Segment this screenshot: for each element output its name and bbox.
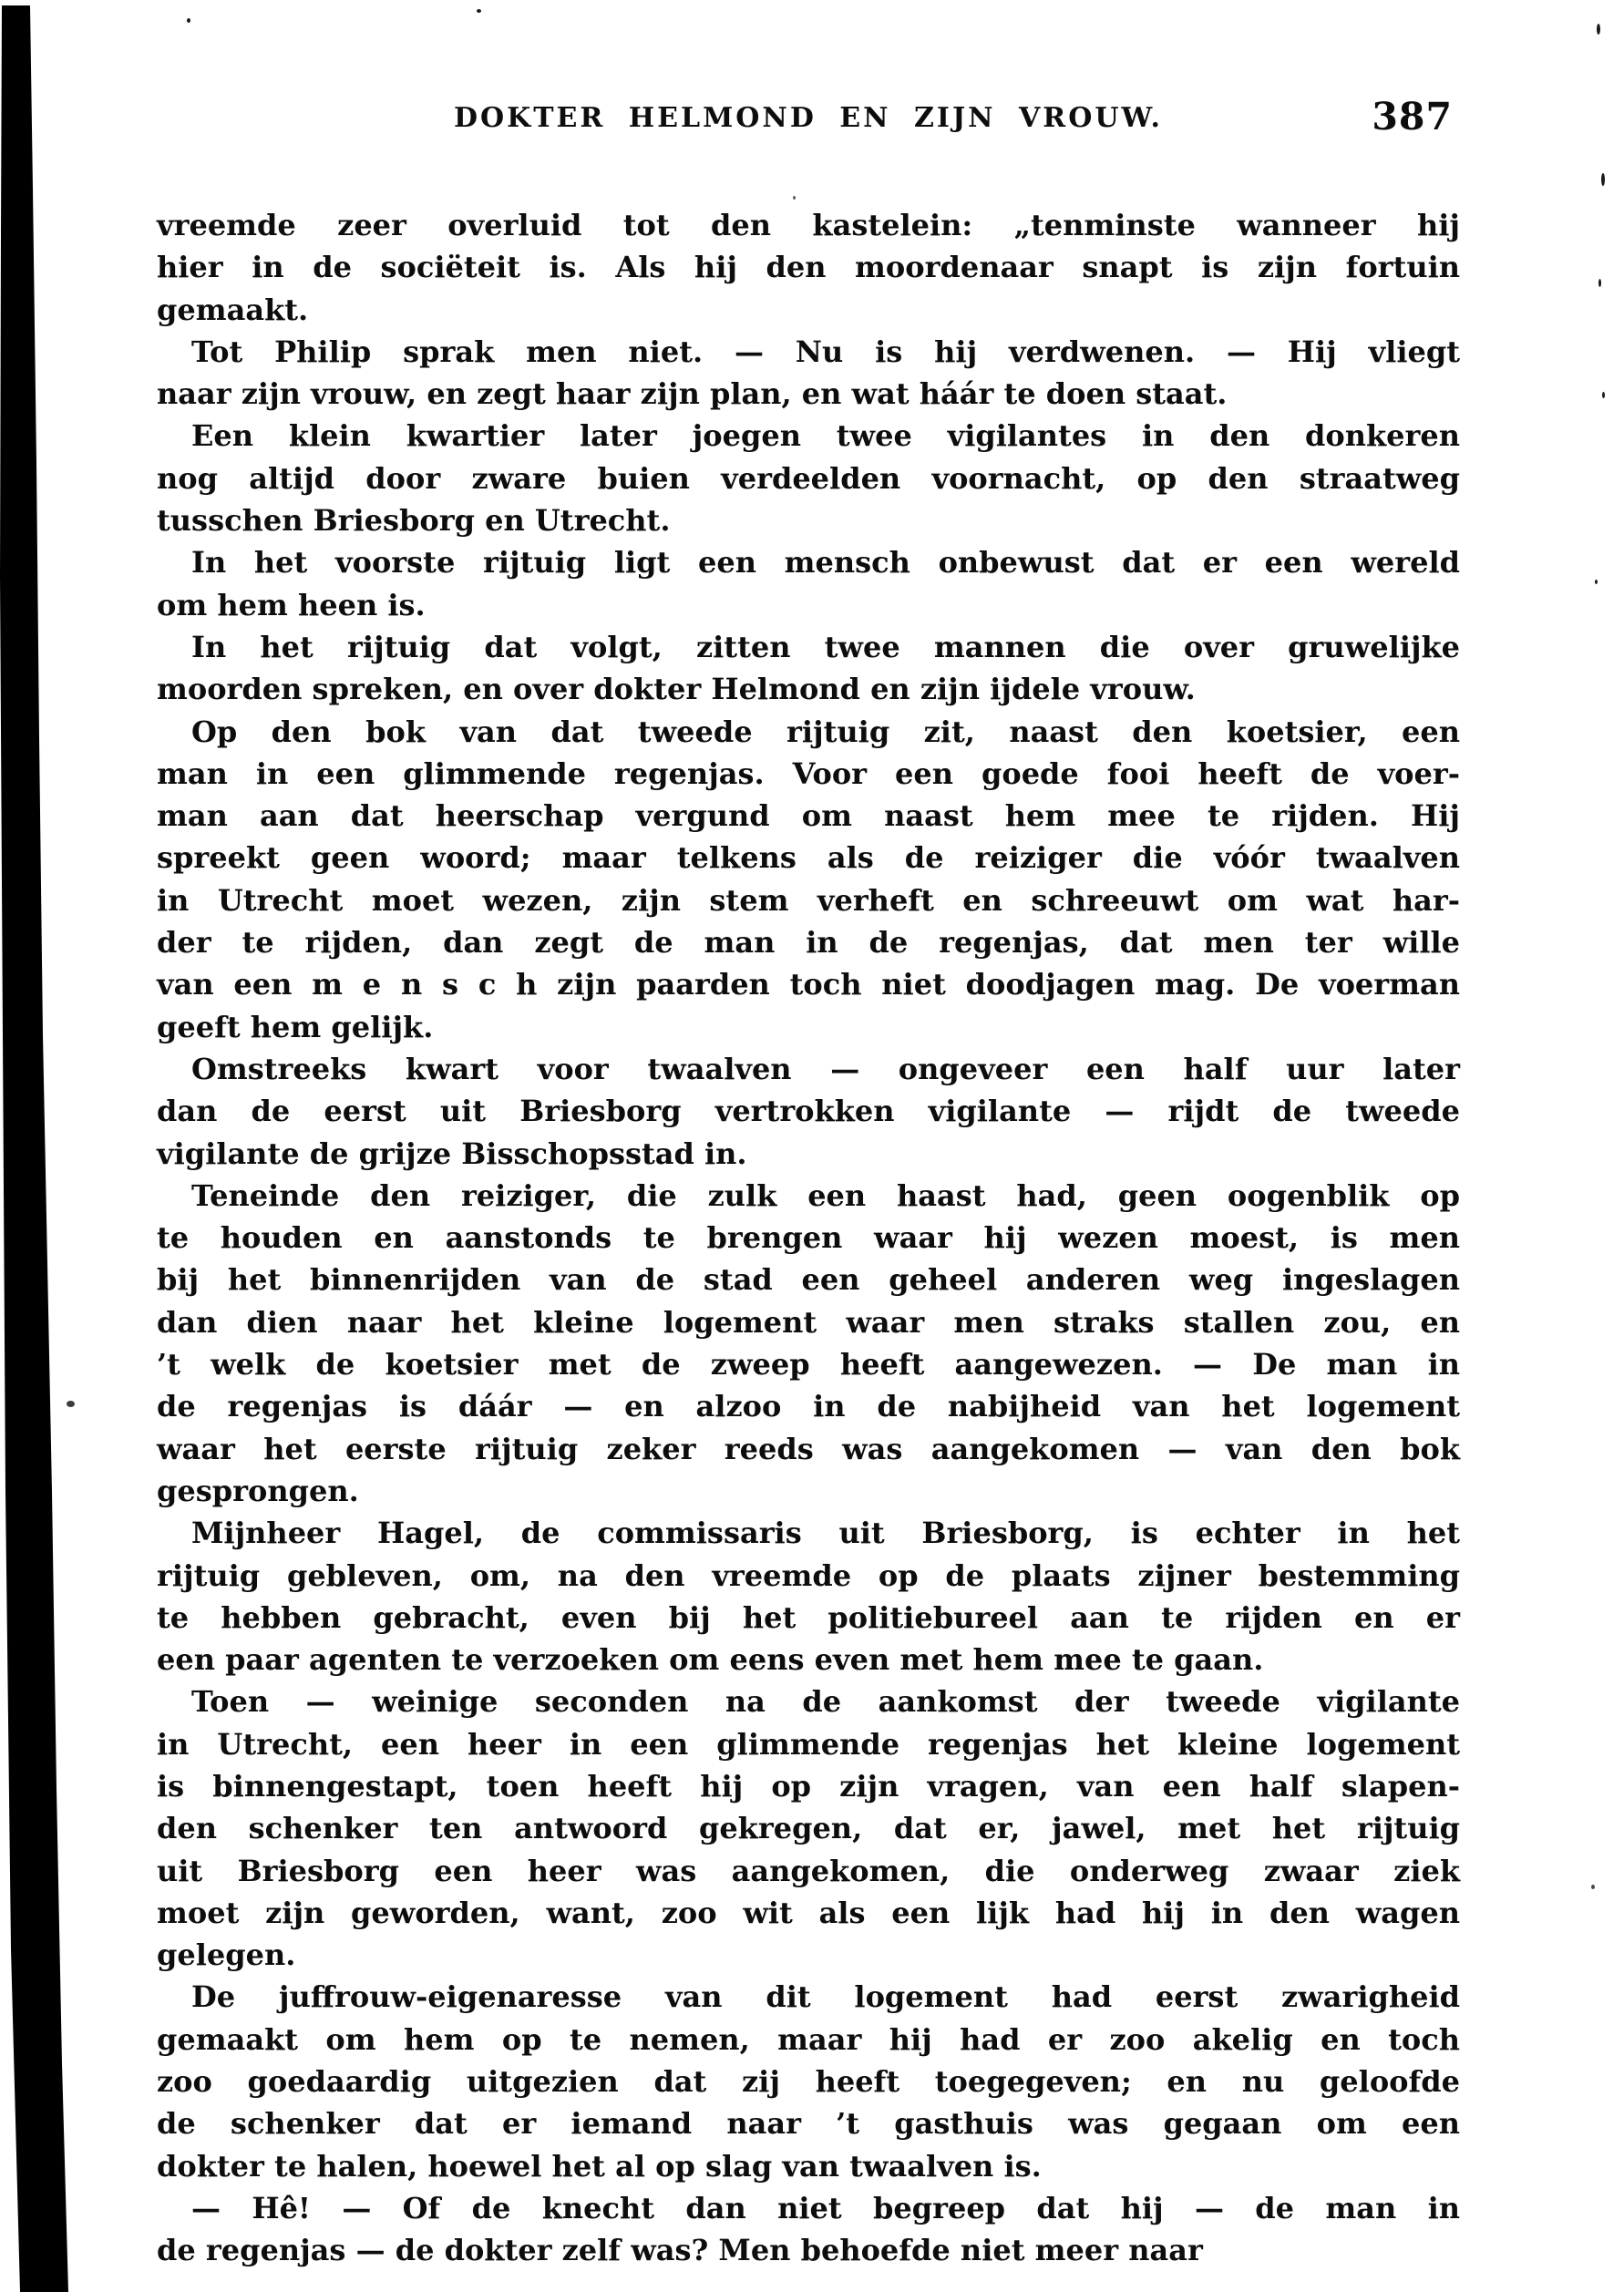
text-line: moorden spreken, en over dokter Helmond en zijn ijdele vrouw. bbox=[157, 672, 1196, 707]
text-line: bij het binnenrijden van de stad een geheel anderen weg ingeslagen bbox=[157, 1262, 1460, 1298]
text-line: om hem heen is. bbox=[157, 587, 426, 622]
text-line: Op den bok van dat tweede rijtuig zit, naast den koetsier, een bbox=[191, 714, 1460, 749]
text-line: de regenjas is dáár — en alzoo in de nabijheid van het logement bbox=[157, 1389, 1460, 1424]
text-line: In het rijtuig dat volgt, zitten twee mannen die over gruwelijke bbox=[191, 629, 1460, 664]
scan-speck bbox=[1602, 392, 1605, 398]
text-line: Mijnheer Hagel, de commissaris uit Briesborg, is echter in het bbox=[191, 1516, 1460, 1551]
text-line: man aan dat heerschap vergund om naast hem mee te rijden. Hij bbox=[157, 798, 1460, 834]
text-line: Tot Philip sprak men niet. — Nu is hij verdwenen. — Hij vliegt bbox=[191, 334, 1460, 369]
text-line: dokter te halen, hoewel het al op slag van twaalven is. bbox=[157, 2148, 1042, 2184]
text-line: dan de eerst uit Briesborg vertrokken vigilante — rijdt de tweede bbox=[157, 1094, 1460, 1129]
text-line: in Utrecht moet wezen, zijn stem verheft en schreeuwt om wat har- bbox=[157, 882, 1460, 918]
text-line: tusschen Briesborg en Utrecht. bbox=[157, 503, 671, 539]
text-line: hier in de sociëteit is. Als hij den moordenaar snapt is zijn fortuin bbox=[157, 250, 1460, 285]
text-line: rijtuig gebleven, om, na den vreemde op de plaats zijner bestemming bbox=[157, 1557, 1460, 1593]
text-line: ’t welk de koetsier met de zweep heeft aangewezen. — De man in bbox=[157, 1347, 1460, 1382]
text-line: te houden en aanstonds te brengen waar hij wezen moest, is men bbox=[157, 1220, 1460, 1256]
text-line: te hebben gebracht, even bij het politiebureel aan te rijden en er bbox=[157, 1599, 1460, 1635]
text-line: Een klein kwartier later joegen twee vigilantes in den donkeren bbox=[191, 418, 1460, 454]
binding-gutter-bar bbox=[0, 5, 75, 2292]
text-line: de schenker dat er iemand naar ’t gasthuis was gegaan om een bbox=[157, 2106, 1460, 2142]
running-title: DOKTER HELMOND EN ZIJN VROUW. bbox=[453, 102, 1163, 134]
text-line: waar het eerste rijtuig zeker reeds was aangekomen — van den bok bbox=[157, 1431, 1460, 1466]
text-line: dan dien naar het kleine logement waar men straks stallen zou, en bbox=[157, 1304, 1460, 1340]
text-line: In het voorste rijtuig ligt een mensch onbewust dat er een wereld bbox=[191, 545, 1460, 581]
scan-speck bbox=[67, 1401, 75, 1407]
text-line: — Hê! — Of de knecht dan niet begreep dat hij — de man in bbox=[191, 2190, 1460, 2225]
page-header bbox=[157, 95, 1460, 149]
scan-speck bbox=[1591, 1885, 1595, 1889]
text-line: den schenker ten antwoord gekregen, dat er, jawel, met het rijtuig bbox=[157, 1811, 1460, 1846]
text-line: gemaakt. bbox=[157, 292, 309, 327]
scan-speck bbox=[1598, 279, 1601, 287]
scan-speck bbox=[187, 18, 190, 23]
text-line: is binnengestapt, toen heeft hij op zijn vragen, van een half slapen- bbox=[157, 1768, 1460, 1804]
text-line: een paar agenten te verzoeken om eens even met hem mee te gaan. bbox=[157, 1642, 1264, 1678]
text-line: uit Briesborg een heer was aangekomen, die onderweg zwaar ziek bbox=[157, 1853, 1460, 1888]
scan-speck bbox=[1595, 580, 1598, 584]
text-line: gemaakt om hem op te nemen, maar hij had er zoo akelig en toch bbox=[157, 2021, 1460, 2057]
text-line: der te rijden, dan zegt de man in de regenjas, dat men ter wille bbox=[157, 925, 1460, 961]
text-line: zoo goedaardig uitgezien dat zij heeft toegegeven; en nu geloofde bbox=[157, 2064, 1460, 2100]
text-line: man in een glimmende regenjas. Voor een goede fooi heeft de voer- bbox=[157, 755, 1460, 791]
text-line: Toen — weinige seconden na de aankomst der tweede vigilante bbox=[191, 1684, 1460, 1720]
text-line: de regenjas — de dokter zelf was? Men behoefde niet meer naar bbox=[157, 2233, 1203, 2268]
text-line: moet zijn geworden, want, zoo wit als een lijk had hij in den wagen bbox=[157, 1895, 1460, 1930]
scan-speck bbox=[1601, 173, 1605, 186]
page-number: 387 bbox=[1372, 95, 1453, 139]
scan-speck bbox=[1597, 24, 1600, 35]
text-line: gesprongen. bbox=[157, 1473, 359, 1508]
text-line: Teneinde den reiziger, die zulk een haast had, geen oogenblik op bbox=[191, 1177, 1460, 1213]
text-line: vigilante de grijze Bisschopsstad in. bbox=[157, 1136, 747, 1171]
text-line: nog altijd door zware buien verdeelden voornacht, op den straatweg bbox=[157, 460, 1460, 496]
text-line: De juffrouw-eigenaresse van dit logement had eerst zwarigheid bbox=[191, 1979, 1460, 2015]
text-line: gelegen. bbox=[157, 1937, 296, 1973]
text-line: spreekt geen woord; maar telkens als de reiziger die vóór twaalven bbox=[157, 840, 1460, 876]
scan-speck bbox=[793, 196, 796, 200]
text-line: naar zijn vrouw, en zegt haar zijn plan, en wat háár te doen staat. bbox=[157, 376, 1228, 412]
text-line: vreemde zeer overluid tot den kastelein: „tenminste wanneer hij bbox=[157, 208, 1460, 242]
text-line: van een m e n s c h zijn paarden toch niet doodjagen mag. De voerman bbox=[157, 967, 1460, 1002]
text-line: Omstreeks kwart voor twaalven — ongeveer een half uur later bbox=[191, 1051, 1460, 1086]
body-text bbox=[157, 204, 1460, 2272]
text-line: geeft hem gelijk. bbox=[157, 1009, 434, 1044]
scan-speck bbox=[477, 9, 481, 13]
text-line: in Utrecht, een heer in een glimmende regenjas het kleine logement bbox=[157, 1726, 1460, 1762]
